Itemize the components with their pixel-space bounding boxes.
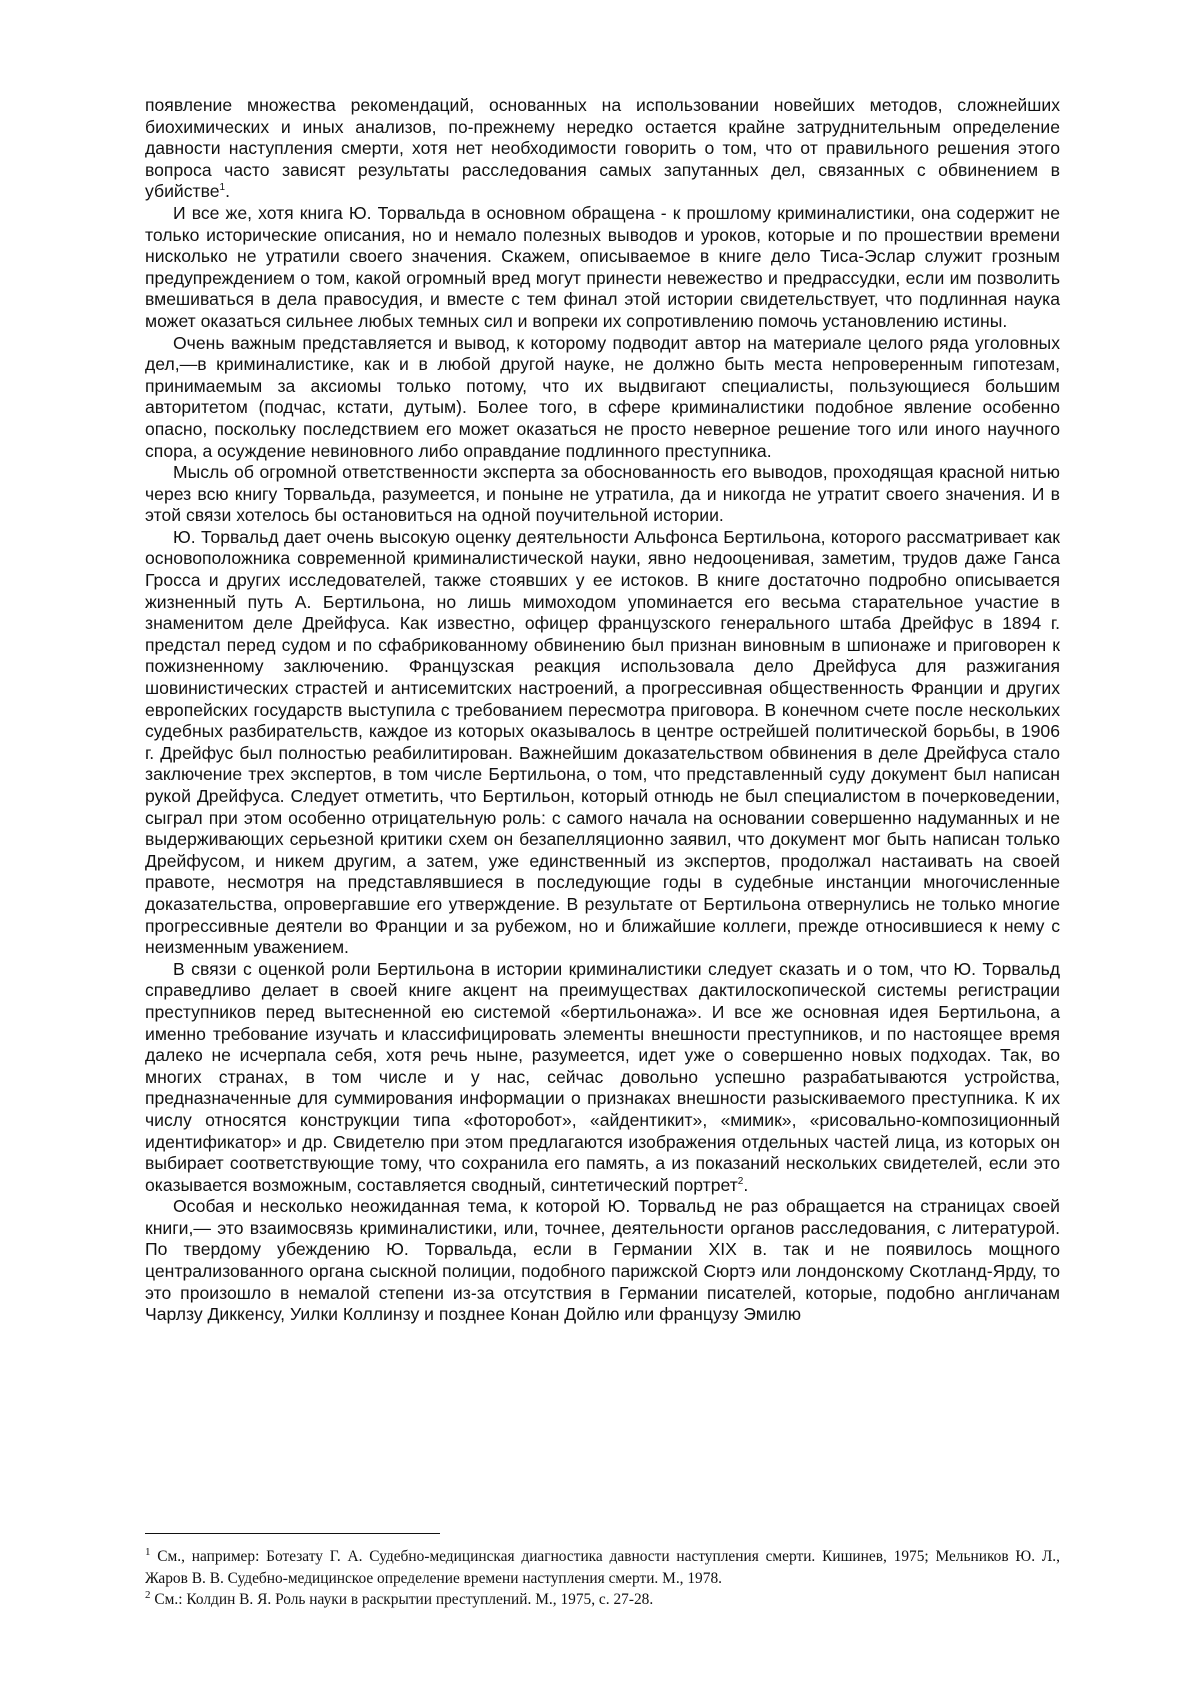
paragraph-text: В связи с оценкой роли Бертильона в истории криминалистики следует сказать и о том, что Ю. Торвальд справедливо делает в своей книге акцент на преимуществах дактилоскопической системы регистрации преступников перед вытесненной ею системой «бертильонажа». И все же основная идея Бертильона, а именно требование изучать и классифицировать элементы внешности преступников, и по настоящее время далеко не исчерпала себя, хотя речь ныне, разумеется, идет уже о совершенно новых подходах. Так, во многих странах, в том числе и у нас, сейчас довольно успешно разрабатываются устройства, предназначенные для суммирования информации о признаках внешности разыскиваемого преступника. К их числу относятся конструкции типа «фоторобот», «айдентикит», «мимик», «рисовально-композиционный идентификатор» и др. Свидетелю при этом предлагаются изображения отдельных частей лица, из которых он выбирает соответствующие тому, что сохранила его память, а из показаний нескольких свидетелей, если это оказывается возможным, составляется сводный, синтетический портрет [145, 959, 1060, 1195]
paragraph-4 [145, 462, 1060, 527]
footnote-text: См., например: Ботезату Г. А. Судебно-медицинская диагностика давности наступления смерти. Кишинев, 1975; Мельников Ю. Л., Жаров В. В. Судебно-медицинское определение времени наступления смерти. М., 1978. [145, 1548, 1060, 1587]
footnote-mark: 2 [145, 1589, 151, 1601]
footnote-divider [145, 1533, 440, 1534]
footnote-ref-2[interactable]: 2 [738, 1176, 744, 1187]
paragraph-1: появление множества рекомендаций, основанных на использовании новейших методов, сложнейших биохимических и иных анализов, по-прежнему нередко остается крайне затруднительным определение давности наступления смерти, хотя нет необходимости говорить о том, что от правильного решения этого вопроса часто зависят результаты расследования самых запутанных дел, связанных с обвинением в убийстве1. [145, 95, 1060, 203]
paragraph-text: И все же, хотя книга Ю. Торвальда в основном обращена - к прошлому криминалистики, она содержит не только исторические описания, но и немало полезных выводов и уроков, которые и по прошествии времени нисколько не утратили своего значения. Скажем, описываемое в книге дело Тиса-Эслар служит грозным предупреждением о том, какой огромный вред могут принести невежество и предрассудки, если им позволить вмешиваться в дела правосудия, и вместе с тем финал этой истории свидетельствует, что подлинная наука может оказаться сильнее любых темных сил и вопреки их сопротивлению помочь установлению истины. [145, 203, 1060, 331]
paragraph-text: Ю. Торвальд дает очень высокую оценку деятельности Альфонса Бертильона, которого рассматривает как основоположника современной криминалистической науки, явно недооценивая, заметим, трудов даже Ганса Гросса и других исследователей, также стоявших у ее истоков. В книге достаточно подробно описывается жизненный путь А. Бертильона, но лишь мимоходом упоминается его весьма старательное участие в знаменитом деле Дрейфуса. Как известно, офицер французского генерального штаба Дрейфус в 1894 г. предстал перед судом и по сфабрикованному обвинению был признан виновным в шпионаже и приговорен к пожизненному заключению. Французская реакция использовала дело Дрейфуса для разжигания шовинистических страстей и антисемитских настроений, а прогрессивная общественность Франции и других европейских государств выступила с требованием пересмотра приговора. В конечном счете после нескольких судебных разбирательств, каждое из которых оказывалось в центре острейшей политической борьбы, в 1906 г. Дрейфус был полностью реабилитирован. Важнейшим доказательством обвинения в деле Дрейфуса стало заключение трех экспертов, в том числе Бертильона, о том, что представленный суду документ был написан рукой Дрейфуса. Следует отметить, что Бертильон, который отнюдь не был специалистом в почерковедении, сыграл при этом особенно отрицательную роль: с самого начала на основании совершенно надуманных и не выдерживающих серьезной критики схем он безапелляционно заявил, что документ мог быть написан только Дрейфусом, и никем другим, а затем, уже единственный из экспертов, продолжал настаивать на своей правоте, несмотря на представлявшиеся в последующие годы в судебные инстанции многочисленные доказательства, опровергавшие его утверждение. В результате от Бертильона отвернулись не только многие прогрессивные деятели во Франции и за рубежом, но и ближайшие коллеги, прежде относившиеся к нему с неизменным уважением. [145, 527, 1060, 957]
paragraph-text: Мысль об огромной ответственности эксперта за обоснованность его выводов, проходящая красной нитью через всю книгу Торвальда, разумеется, и поныне не утратила, да и никогда не утратит своего значения. И в этой связи хотелось бы остановиться на одной поучительной истории. [145, 462, 1060, 525]
footnote-mark: 1 [145, 1546, 151, 1558]
paragraph-3 [145, 333, 1060, 463]
paragraph-6: В связи с оценкой роли Бертильона в истории криминалистики следует сказать и о том, что Ю. Торвальд справедливо делает в своей книге акцент на преимуществах дактилоскопической системы регистрации преступников перед вытесненной ею системой «бертильонажа». И все же основная идея Бертильона, а именно требование изучать и классифицировать элементы внешности преступников, и по настоящее время далеко не исчерпала себя, хотя речь ныне, разумеется, идет уже о совершенно новых подходах. Так, во многих странах, в том числе и у нас, сейчас довольно успешно разрабатываются устройства, предназначенные для суммирования информации о признаках внешности разыскиваемого преступника. К их числу относятся конструкции типа «фоторобот», «айдентикит», «мимик», «рисовально-композиционный идентификатор» и др. Свидетелю при этом предлагаются изображения отдельных частей лица, из которых он выбирает соответствующие тому, что сохранила его память, а из показаний нескольких свидетелей, если это оказывается возможным, составляется сводный, синтетический портрет2. [145, 959, 1060, 1197]
paragraph-5 [145, 527, 1060, 959]
paragraph-text: Очень важным представляется и вывод, к которому подводит автор на материале целого ряда уголовных дел,—в криминалистике, как и в любой другой науке, не должно быть места непроверенным гипотезам, принимаемым за аксиомы только потому, что их выдвигают специалисты, пользующиеся большим авторитетом (подчас, кстати, дутым). Более того, в сфере криминалистики подобное явление особенно опасно, поскольку последствием его может оказаться не просто неверное решение того или иного научного спора, а осуждение невиновного либо оправдание подлинного преступника. [145, 333, 1060, 461]
paragraph-7 [145, 1196, 1060, 1326]
paragraph-2 [145, 203, 1060, 333]
footnotes [145, 1546, 1060, 1611]
footnote-text: См.: Колдин В. Я. Роль науки в раскрытии преступлений. М., 1975, с. 27-28. [154, 1591, 653, 1608]
paragraph-text: Особая и несколько неожиданная тема, к которой Ю. Торвальд не раз обращается на страницах своей книги,— это взаимосвязь криминалистики, или, точнее, деятельности органов расследования, с литературой. По твердому убеждению Ю. Торвальда, если в Германии XIX в. так и не появилось мощного централизованного органа сыскной полиции, подобного парижской Сюртэ или лондонскому Скотланд-Ярду, то это произошло в немалой степени из-за отсутствия в Германии писателей, которые, подобно англичанам Чарлзу Диккенсу, Уилки Коллинзу и позднее Конан Дойлю или французу Эмилю [145, 1196, 1060, 1324]
footnote-1 [145, 1546, 1060, 1589]
paragraph-text: появление множества рекомендаций, основанных на использовании новейших методов, сложнейших биохимических и иных анализов, по-прежнему нередко остается крайне затруднительным определение давности наступления смерти, хотя нет необходимости говорить о том, что от правильного решения этого вопроса часто зависят результаты расследования самых запутанных дел, связанных с обвинением в убийстве [145, 95, 1060, 201]
footnote-ref-1[interactable]: 1 [220, 183, 226, 194]
document-body [145, 95, 1060, 1326]
footnote-2 [145, 1589, 1060, 1611]
